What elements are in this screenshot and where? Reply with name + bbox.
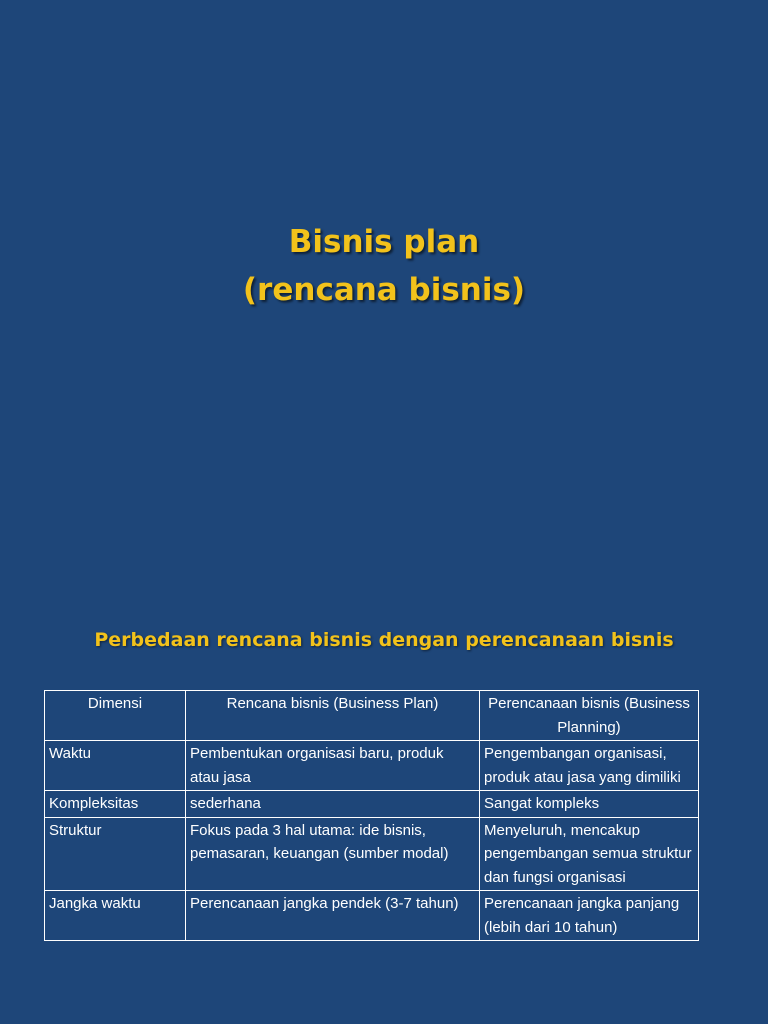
table-row xyxy=(45,817,699,891)
table-row xyxy=(45,741,699,791)
slide-subtitle: Perbedaan rencana bisnis dengan perencanaan bisnis xyxy=(94,629,674,651)
slide-title xyxy=(0,218,768,314)
header-rencana-bisnis: Rencana bisnis (Business Plan) xyxy=(186,691,480,741)
table-cell-business-plan: Fokus pada 3 hal utama: ide bisnis, pemasaran, keuangan (sumber modal) xyxy=(186,817,480,891)
table-header-row xyxy=(45,691,699,741)
table-cell-business-plan: Pembentukan organisasi baru, produk atau jasa xyxy=(186,741,480,791)
table-cell-dimension: Waktu xyxy=(45,741,186,791)
slide-title-line-1: Bisnis plan xyxy=(288,224,480,260)
table-cell-business-planning: Sangat kompleks xyxy=(480,791,699,818)
table-cell-business-planning: Menyeluruh, mencakup pengembangan semua struktur dan fungsi organisasi xyxy=(480,817,699,891)
header-perencanaan-bisnis: Perencanaan bisnis (Business Planning) xyxy=(480,691,699,741)
table-cell-business-planning: Perencanaan jangka panjang (lebih dari 10 tahun) xyxy=(480,891,699,941)
table-cell-business-plan: sederhana xyxy=(186,791,480,818)
table-cell-dimension: Struktur xyxy=(45,817,186,891)
table-cell-dimension: Jangka waktu xyxy=(45,891,186,941)
slide-title-line-2: (rencana bisnis) xyxy=(242,272,526,308)
header-dimensi: Dimensi xyxy=(45,691,186,741)
table-row xyxy=(45,791,699,818)
table-cell-dimension: Kompleksitas xyxy=(45,791,186,818)
table-cell-business-plan: Perencanaan jangka pendek (3-7 tahun) xyxy=(186,891,480,941)
table-row xyxy=(45,891,699,941)
comparison-table xyxy=(44,690,699,941)
table-cell-business-planning: Pengembangan organisasi, produk atau jasa yang dimiliki xyxy=(480,741,699,791)
